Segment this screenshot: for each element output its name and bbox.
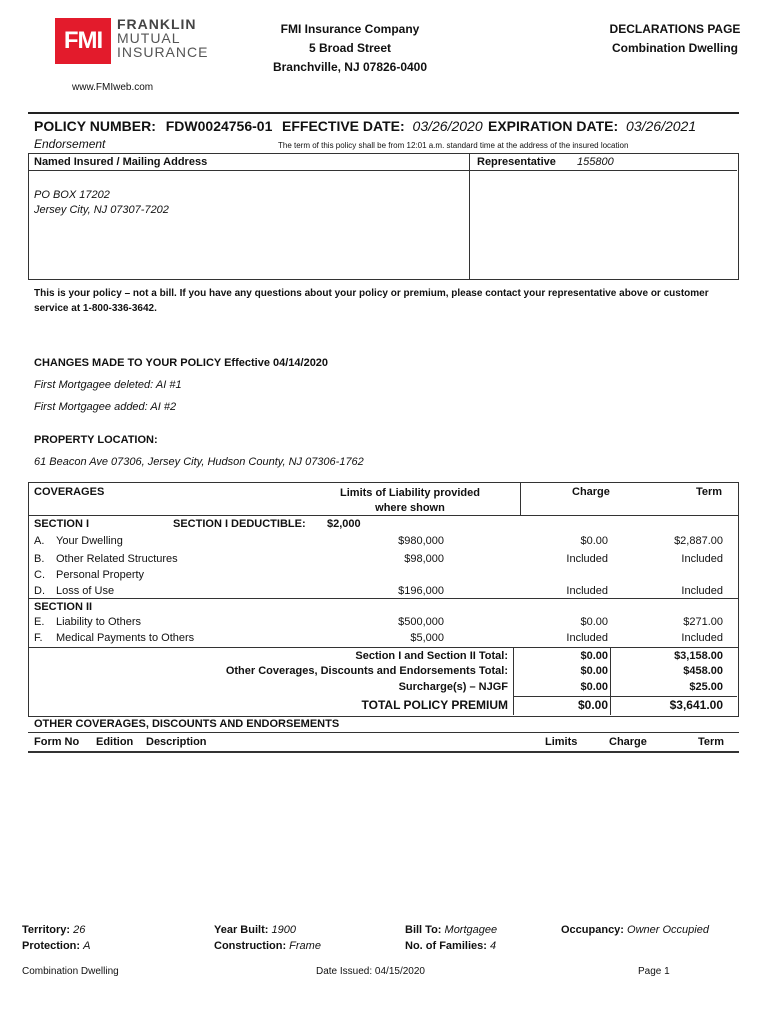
coverage-code: B. xyxy=(34,553,45,565)
company-city: Branchville, NJ 07826-0400 xyxy=(272,60,428,74)
coverage-term: $271.00 xyxy=(683,616,723,628)
logo-line-3: INSURANCE xyxy=(117,44,209,60)
company-address-block xyxy=(250,20,450,77)
policy-type: Endorsement xyxy=(34,137,106,151)
charge-header: Charge xyxy=(572,486,610,498)
section-2-label: SECTION II xyxy=(34,601,93,613)
territory-label: Territory: xyxy=(22,924,71,936)
coverage-charge: Included xyxy=(566,585,608,597)
footer-date-issued: Date Issued: 04/15/2020 xyxy=(316,966,425,977)
effective-date-line xyxy=(282,118,483,134)
policy-number-line xyxy=(34,118,272,134)
totals-divider xyxy=(29,647,738,648)
construction-line xyxy=(214,938,321,954)
coverage-name: Loss of Use xyxy=(56,585,115,597)
occupancy-block xyxy=(561,922,709,938)
families-value: 4 xyxy=(489,940,497,952)
total-premium-label: TOTAL POLICY PREMIUM xyxy=(361,698,508,712)
other-coverages-bottom-rule xyxy=(28,751,739,753)
description-header: Description xyxy=(146,736,207,748)
table-row xyxy=(34,632,724,646)
rep-header-rule xyxy=(470,170,737,171)
coverage-code: A. xyxy=(34,535,45,547)
expiration-date-line xyxy=(488,118,696,134)
grand-total-row xyxy=(34,698,724,714)
policy-number-label: POLICY NUMBER: xyxy=(34,118,156,134)
protection-value: A xyxy=(83,940,91,952)
coverage-charge: Included xyxy=(566,632,608,644)
coverage-charge: $0.00 xyxy=(580,535,608,547)
named-insured-label: Named Insured / Mailing Address xyxy=(34,156,208,168)
expiration-date: 03/26/2021 xyxy=(626,118,697,134)
deductible-label: SECTION I DEDUCTIBLE: xyxy=(173,518,306,530)
document-subtitle: Combination Dwelling xyxy=(612,41,738,55)
changes-heading: CHANGES MADE TO YOUR POLICY Effective 04/14/2020 xyxy=(34,357,329,369)
year-built-value: 1900 xyxy=(271,924,296,936)
policy-term-note: The term of this policy shall be from 12:01 a.m. standard time at the address of the insured location xyxy=(278,141,629,150)
coverage-charge: $0.00 xyxy=(580,616,608,628)
table-row xyxy=(34,616,724,630)
coverage-limit: $98,000 xyxy=(404,553,444,565)
total-label: Surcharge(s) – NJGF xyxy=(398,681,508,693)
total-charge: $0.00 xyxy=(580,650,608,662)
section-1-label: SECTION I xyxy=(34,518,90,530)
year-built-label: Year Built: xyxy=(214,924,269,936)
billing-block xyxy=(405,922,497,954)
bill-to-line xyxy=(405,922,497,938)
territory-block xyxy=(22,922,90,954)
other-coverages-heading: OTHER COVERAGES, DISCOUNTS AND ENDORSEMENTS xyxy=(34,718,340,730)
bill-to-label: Bill To: xyxy=(405,924,442,936)
table-row xyxy=(34,585,724,599)
term-header: Term xyxy=(696,486,723,498)
limits-column-header: Limits xyxy=(545,736,578,748)
coverage-name: Liability to Others xyxy=(56,616,141,628)
coverages-heading: COVERAGES xyxy=(34,486,105,498)
coverage-limit: $196,000 xyxy=(398,585,444,597)
coverage-name: Medical Payments to Others xyxy=(56,632,195,644)
coverage-name: Your Dwelling xyxy=(56,535,123,547)
insured-header-rule xyxy=(29,170,469,171)
company-logo-text xyxy=(117,17,208,59)
total-term: $25.00 xyxy=(689,681,723,693)
logo-line-2: MUTUAL xyxy=(117,30,181,46)
coverage-limit: $5,000 xyxy=(410,632,444,644)
change-line-2: First Mortgagee added: AI #2 xyxy=(34,401,177,413)
total-term: $3,158.00 xyxy=(674,650,723,662)
document-title: DECLARATIONS PAGE xyxy=(609,22,741,36)
occupancy-value: Owner Occupied xyxy=(627,924,709,936)
coverage-limit: $500,000 xyxy=(398,616,444,628)
construction-label: Construction: xyxy=(214,940,287,952)
total-row xyxy=(34,665,724,679)
coverage-code: C. xyxy=(34,569,45,581)
total-label: Other Coverages, Discounts and Endorsements Total: xyxy=(225,665,508,677)
table-row xyxy=(34,535,724,549)
coverage-code: D. xyxy=(34,585,45,597)
coverage-code: E. xyxy=(34,616,45,628)
coverage-term: $2,887.00 xyxy=(674,535,723,547)
footer-form-name: Combination Dwelling xyxy=(22,966,119,977)
coverage-term: Included xyxy=(681,585,723,597)
property-location-heading: PROPERTY LOCATION: xyxy=(34,434,158,446)
policy-notice: This is your policy – not a bill. If you have any questions about your policy or premium, please contact your representative above or customer service at 1-800-336-3642. xyxy=(34,288,709,314)
footer-page-number: Page 1 xyxy=(638,966,670,977)
grand-total-rule xyxy=(514,696,737,697)
territory-value: 26 xyxy=(73,924,86,936)
representative-number: 155800 xyxy=(577,156,614,168)
form-no-header: Form No xyxy=(34,736,80,748)
total-charge: $0.00 xyxy=(580,665,608,677)
representative-label: Representative xyxy=(477,156,556,168)
families-label: No. of Families: xyxy=(405,940,487,952)
coverages-header-divider xyxy=(520,483,521,516)
limits-header: Limits of Liability provided where shown xyxy=(340,487,480,514)
mailing-address xyxy=(34,188,169,218)
charge-column-header: Charge xyxy=(609,736,647,748)
header-divider xyxy=(28,112,739,114)
table-row xyxy=(34,569,724,583)
coverage-name: Other Related Structures xyxy=(56,553,178,565)
other-coverages-header xyxy=(34,736,724,750)
total-label: Section I and Section II Total: xyxy=(355,650,508,662)
company-name: FMI Insurance Company xyxy=(280,22,420,36)
total-premium-term: $3,641.00 xyxy=(669,698,723,712)
edition-header: Edition xyxy=(96,736,134,748)
coverage-limit: $980,000 xyxy=(398,535,444,547)
mailing-address-line-2: Jersey City, NJ 07307-7202 xyxy=(34,204,169,216)
coverage-code: F. xyxy=(34,632,43,644)
section-divider xyxy=(29,598,738,599)
year-built-line xyxy=(214,922,321,938)
total-term: $458.00 xyxy=(683,665,723,677)
effective-date: 03/26/2020 xyxy=(412,118,483,134)
logo-line-1: FRANKLIN xyxy=(117,16,197,32)
coverage-charge: Included xyxy=(566,553,608,565)
deductible-value: $2,000 xyxy=(327,518,361,530)
company-street: 5 Broad Street xyxy=(308,41,392,55)
construction-value: Frame xyxy=(289,940,321,952)
bill-to-value: Mortgagee xyxy=(444,924,498,936)
coverage-term: Included xyxy=(681,632,723,644)
company-website[interactable]: www.FMIweb.com xyxy=(72,82,154,93)
protection-line xyxy=(22,938,90,954)
coverage-term: Included xyxy=(681,553,723,565)
coverage-name: Personal Property xyxy=(56,569,145,581)
total-charge: $0.00 xyxy=(580,681,608,693)
policy-number: FDW0024756-01 xyxy=(165,118,273,134)
total-row xyxy=(34,650,724,664)
property-address: 61 Beacon Ave 07306, Jersey City, Hudson County, NJ 07306-1762 xyxy=(34,456,364,468)
insured-box-divider xyxy=(469,153,470,279)
table-row xyxy=(34,553,724,567)
protection-label: Protection: xyxy=(22,940,81,952)
change-line-1: First Mortgagee deleted: AI #1 xyxy=(34,379,182,391)
other-coverages-rule xyxy=(28,732,739,733)
mailing-address-line-1: PO BOX 17202 xyxy=(34,189,110,201)
term-column-header: Term xyxy=(698,736,725,748)
fmi-logo-mark: FMI xyxy=(55,18,111,64)
total-premium-charge: $0.00 xyxy=(577,698,608,712)
territory-line xyxy=(22,922,90,938)
occupancy-label: Occupancy: xyxy=(561,924,624,936)
expiration-date-label: EXPIRATION DATE: xyxy=(488,118,619,134)
families-line xyxy=(405,938,497,954)
document-title-block xyxy=(590,20,760,58)
effective-date-label: EFFECTIVE DATE: xyxy=(282,118,405,134)
construction-block xyxy=(214,922,321,954)
total-row xyxy=(34,681,724,695)
